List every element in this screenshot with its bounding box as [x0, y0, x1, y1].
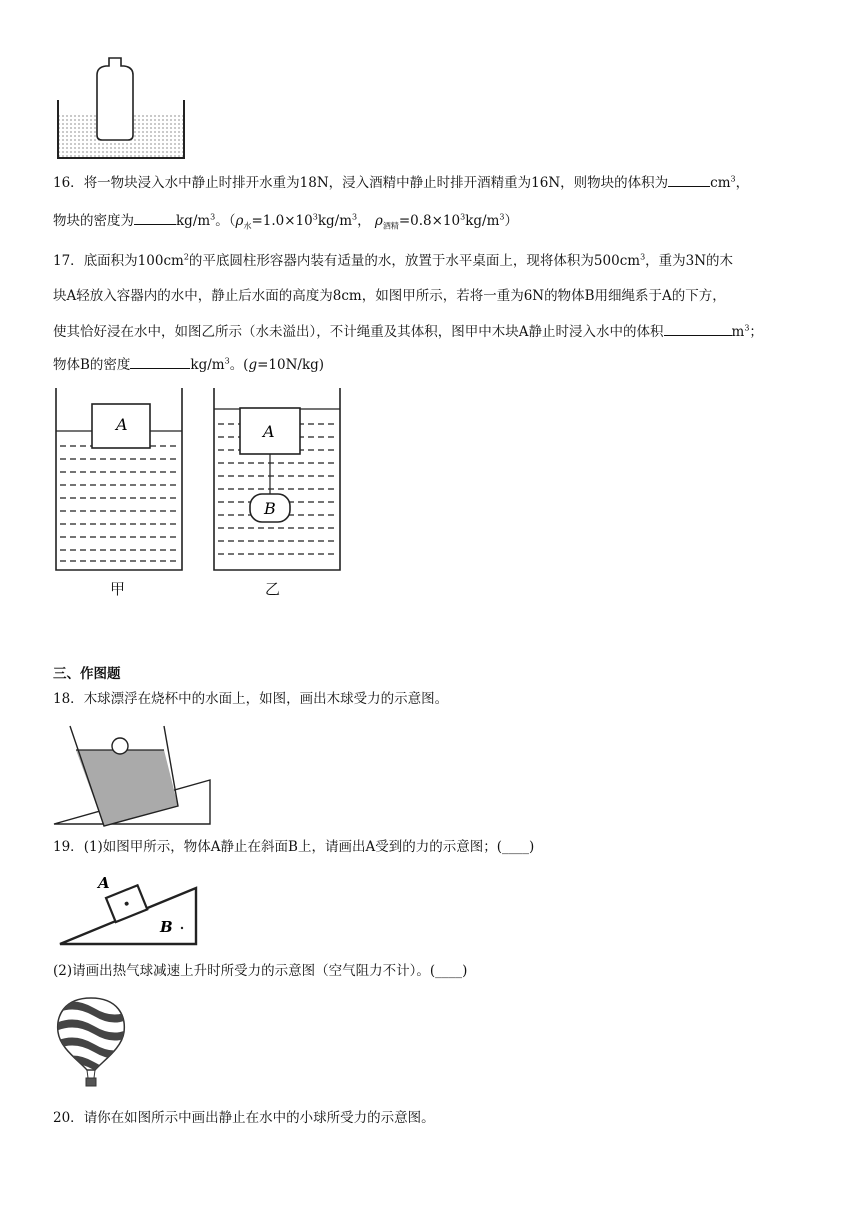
answer-blank[interactable] — [664, 321, 732, 336]
beaker-on-incline-figure — [52, 722, 214, 828]
answer-blank[interactable] — [130, 354, 190, 369]
question-number: 17． — [53, 253, 84, 269]
figure-label-yi: 乙 — [265, 580, 281, 598]
label-A: A — [263, 422, 275, 441]
question-17-line4: 物体B的密度 $kg/m^3$。(g=10N/kg) — [53, 354, 324, 375]
question-18 — [53, 689, 448, 709]
question-20 — [53, 1108, 435, 1128]
figure-label-jia: 甲 — [110, 580, 126, 598]
question-17-line2: 块A轻放入容器内的水中，静止后水面的高度为8cm，如图甲所示，若将一重为6N的物体B用细绳系于A的下方， — [53, 288, 726, 304]
question-part1: (1)如图甲所示，物体A静止在斜面B上，请画出A受到的力的示意图；(____) — [83, 839, 535, 855]
hot-air-balloon-figure — [54, 994, 128, 1092]
answer-blank[interactable] — [134, 210, 176, 225]
question-number: 16． — [53, 175, 84, 191]
label-A: A — [116, 415, 128, 434]
question-16-line2: 物块的密度为 $kg/m^3$。（$\rho_水=1.0\times 10^3kg/m^3$， $\rho_{酒精}=0.8\times 10^3kg/m^3$） — [53, 210, 518, 231]
label-A: A — [98, 874, 110, 892]
question-17: 17．底面积为$100cm^2$的平底圆柱形容器内装有适量的水，放置于水平桌面上，现将体积为$500cm^3$，重为3N的木 — [53, 252, 734, 269]
bottle-in-beaker-figure — [50, 55, 190, 165]
question-number: 19． — [53, 839, 84, 855]
question-text: 木球漂浮在烧杯中的水面上，如图，画出木球受力的示意图。 — [83, 691, 449, 707]
label-B: B — [264, 499, 276, 518]
section-title: 三、作图题 — [53, 666, 121, 682]
container-figure-jia — [52, 388, 186, 574]
question-number: 18． — [53, 691, 84, 707]
question-16: 16．将一物块浸入水中静止时排开水重为18N，浸入酒精中静止时排开酒精重为16N，则物块的体积为 $cm^3$， — [53, 172, 749, 193]
question-number: 20． — [53, 1110, 84, 1126]
question-text: 请你在如图所示中画出静止在水中的小球所受力的示意图。 — [83, 1110, 435, 1126]
container-figure-yi — [210, 388, 344, 574]
question-text: 将一物块浸入水中静止时排开水重为18N，浸入酒精中静止时排开酒精重为16N，则物块的体积为 — [83, 175, 669, 191]
answer-blank[interactable] — [668, 172, 710, 187]
label-B: B — [160, 918, 173, 936]
question-19-part2: (2)请画出热气球减速上升时所受力的示意图（空气阻力不计）。(____) — [53, 963, 468, 979]
question-19 — [53, 837, 534, 857]
block-on-incline-figure — [56, 868, 202, 952]
question-17-line3: 使其恰好浸在水中，如图乙所示（水未溢出），不计绳重及其体积，图甲中木块A静止时浸入水中的体积 $m^3$； — [53, 321, 763, 342]
